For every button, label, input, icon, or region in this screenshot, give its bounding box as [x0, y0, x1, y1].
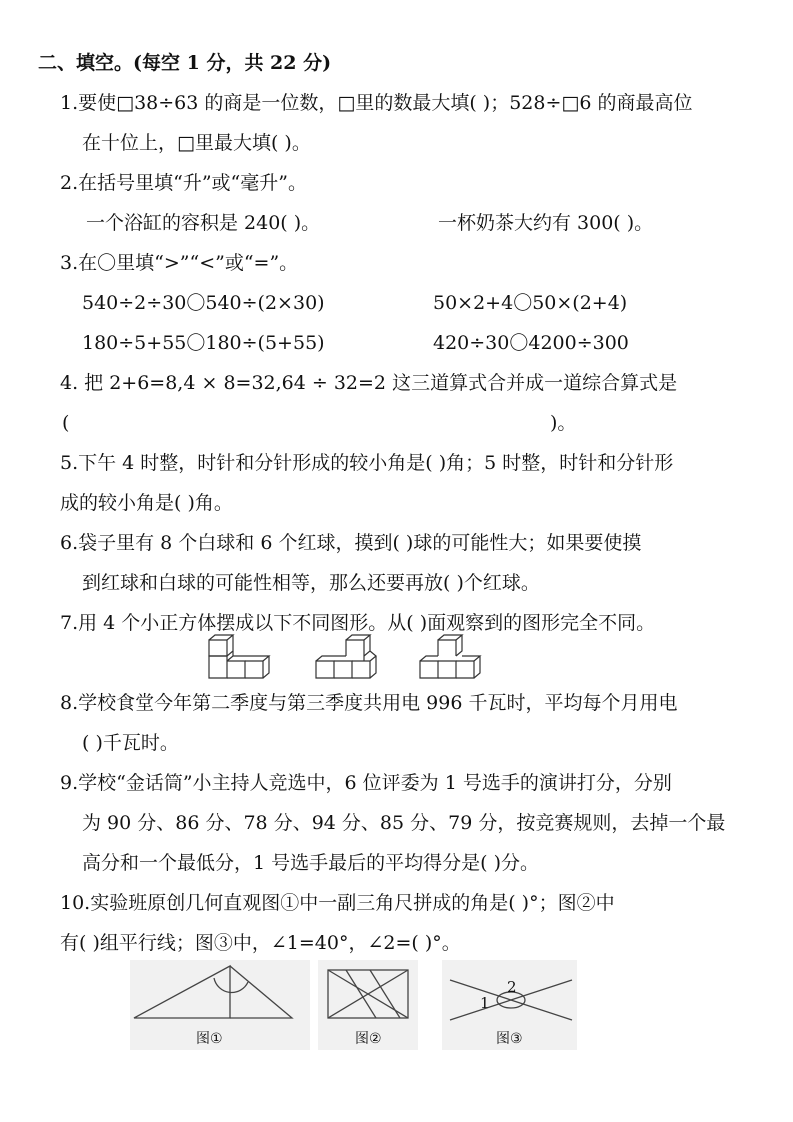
question-4-line-1: 4. 把 2+6=8,4 × 8=32,64 ÷ 32=2 这三道算式合并成一道综合算式是: [60, 372, 678, 394]
question-9-line-3: 高分和一个最低分，1 号选手最后的平均得分是( )分。: [82, 852, 539, 874]
angle-2-label: 2: [507, 978, 517, 996]
question-5-line-2: 成的较小角是( )角。: [60, 492, 233, 514]
question-4-close-paren: )。: [550, 412, 577, 434]
question-10-line-1: 10.实验班原创几何直观图①中一副三角尺拼成的角是( )°；图②中: [60, 892, 615, 914]
question-10-line-2: 有( )组平行线；图③中，∠1=40°，∠2=( )°。: [60, 932, 461, 954]
question-8-line-2: ( )千瓦时。: [82, 732, 179, 754]
question-3-item-d: 420÷30〇4200÷300: [433, 332, 629, 354]
figure-2-caption: 图②: [355, 1031, 382, 1047]
question-7-line-1: 7.用 4 个小正方体摆成以下不同图形。从( )面观察到的图形完全不同。: [60, 612, 656, 634]
question-9-line-1: 9.学校“金话筒”小主持人竞选中，6 位评委为 1 号选手的演讲打分，分别: [60, 772, 672, 794]
question-8-line-1: 8.学校食堂今年第二季度与第三季度共用电 996 千瓦时，平均每个月用电: [60, 692, 678, 714]
question-3-line-1: 3.在〇里填“>”“<”或“=”。: [60, 252, 299, 274]
question-1-line-1: 1.要使□38÷63 的商是一位数，□里的数最大填( )；528÷□6 的商最高位: [60, 92, 693, 114]
question-3-item-c: 180÷5+55〇180÷(5+55): [82, 332, 325, 354]
cube-figure-3: [416, 634, 486, 682]
cube-figure-2: [312, 634, 382, 682]
angle-1-label: 1: [480, 994, 490, 1012]
question-2-line-1: 2.在括号里填“升”或“毫升”。: [60, 172, 307, 194]
cube-figure-1: [205, 634, 275, 682]
question-6-line-2: 到红球和白球的可能性相等，那么还要再放( )个红球。: [82, 572, 540, 594]
question-4-open-paren: (: [62, 412, 70, 434]
question-3-item-a: 540÷2÷30〇540÷(2×30): [82, 292, 325, 314]
section-heading: 二、填空。(每空 1 分，共 22 分): [38, 52, 332, 74]
question-9-line-2: 为 90 分、86 分、78 分、94 分、85 分、79 分，按竞赛规则，去掉一个最: [82, 812, 726, 834]
question-2-item-b: 一杯奶茶大约有 300( )。: [438, 212, 654, 234]
question-1-line-2: 在十位上，□里最大填( )。: [82, 132, 311, 154]
question-6-line-1: 6.袋子里有 8 个白球和 6 个红球，摸到( )球的可能性大；如果要使摸: [60, 532, 642, 554]
question-2-item-a: 一个浴缸的容积是 240( )。: [86, 212, 321, 234]
figure-1-caption: 图①: [196, 1031, 223, 1047]
question-3-item-b: 50×2+4〇50×(2+4): [433, 292, 628, 314]
question-5-line-1: 5.下午 4 时整，时针和分针形成的较小角是( )角；5 时整，时针和分针形: [60, 452, 674, 474]
figure-3-caption: 图③: [496, 1031, 523, 1047]
